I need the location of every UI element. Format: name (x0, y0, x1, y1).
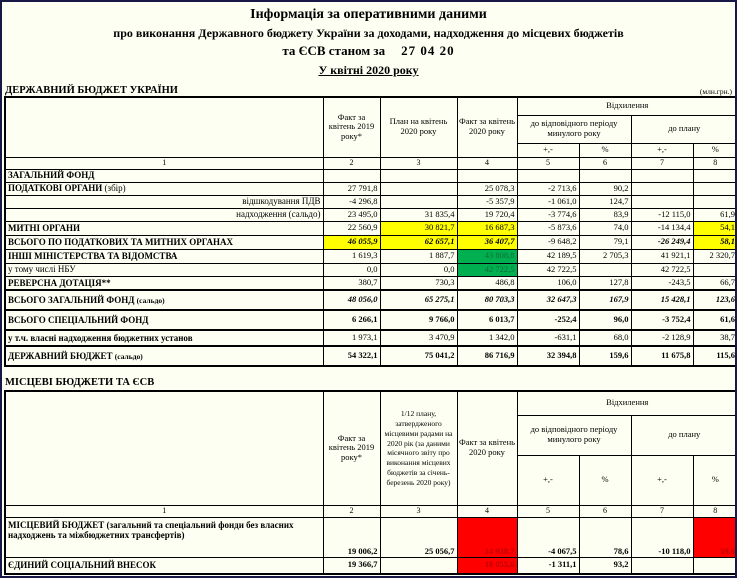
value-cell-highlight-yellow: 46 055,9 (323, 235, 380, 249)
table1-header-to-prev-period: до відповідного періоду минулого року (517, 115, 631, 143)
value-cell (631, 169, 693, 182)
value-cell-highlight-yellow: 16 687,3 (457, 221, 517, 235)
value-cell (693, 557, 737, 574)
col-number: 5 (517, 157, 579, 169)
row-total-general-fund (5, 290, 737, 310)
value-cell (631, 557, 693, 574)
value-cell (693, 169, 737, 182)
value-cell: 2 705,3 (579, 249, 631, 263)
value-cell (693, 195, 737, 208)
table2-header-plusminus-prev: +,- (517, 455, 579, 505)
value-cell: 48 056,0 (323, 290, 380, 310)
table1-header-percent-plan: % (693, 143, 737, 157)
row-label-main: ПОДАТКОВІ ОРГАНИ (8, 183, 103, 194)
row-label (5, 346, 323, 366)
value-cell: 42 722,5 (631, 263, 693, 276)
value-cell-highlight-yellow: 54,1 (693, 221, 737, 235)
value-cell: 1 887,7 (380, 249, 457, 263)
table1-header-plusminus-prev: +,- (517, 143, 579, 157)
value-cell-highlight-yellow: 58,1 (693, 235, 737, 249)
value-cell (693, 263, 737, 276)
value-cell: 124,7 (579, 195, 631, 208)
row-state-budget-total (5, 346, 737, 366)
value-cell: 25 078,3 (457, 182, 517, 195)
value-cell: 80 703,3 (457, 290, 517, 310)
value-cell-highlight-yellow: 62 657,1 (380, 235, 457, 249)
value-cell: 159,6 (579, 346, 631, 366)
col-number: 3 (380, 505, 457, 517)
table1-header-deviation: Відхилення (517, 97, 737, 115)
col-number: 2 (323, 505, 380, 517)
row-local-budget (5, 517, 737, 557)
value-cell: -631,1 (517, 330, 579, 346)
local-budgets-section-row (4, 372, 733, 390)
value-cell: 1 619,3 (323, 249, 380, 263)
value-cell: 19 006,2 (323, 517, 380, 557)
value-cell (631, 182, 693, 195)
value-cell: 68,0 (579, 330, 631, 346)
row-label: МИТНІ ОРГАНИ (5, 221, 323, 235)
value-cell: 93,2 (579, 557, 631, 574)
value-cell: 0,0 (323, 263, 380, 276)
row-label-suffix: (сальдо) (114, 351, 143, 361)
value-cell: -2 128,9 (631, 330, 693, 346)
col-number: 7 (631, 505, 693, 517)
value-cell: 1 973,1 (323, 330, 380, 346)
col-number: 7 (631, 157, 693, 169)
value-cell: 11 675,8 (631, 346, 693, 366)
row-label (5, 182, 323, 195)
row-including-nbu (5, 263, 737, 276)
row-label: ЗАГАЛЬНИЙ ФОНД (5, 169, 323, 182)
row-label-main: ДЕРЖАВНИЙ БЮДЖЕТ (8, 350, 113, 361)
row-label: ВСЬОГО ПО ПОДАТКОВИХ ТА МИТНИХ ОРГАНАХ (5, 235, 323, 249)
local-budgets-table (4, 390, 737, 575)
value-cell: -3 774,6 (517, 208, 579, 221)
value-cell: -252,4 (517, 310, 579, 330)
row-label (5, 290, 323, 310)
table1-header-percent-prev: % (579, 143, 631, 157)
row-vat-refund (5, 195, 737, 208)
value-cell: 65 275,1 (380, 290, 457, 310)
value-cell: 127,8 (579, 276, 631, 290)
value-cell-highlight-yellow: 36 407,7 (457, 235, 517, 249)
row-label: у тому числі НБУ (5, 263, 323, 276)
value-cell: 42 189,5 (517, 249, 579, 263)
row-label: ВСЬОГО СПЕЦІАЛЬНИЙ ФОНД (5, 310, 323, 330)
value-cell: 2 320,7 (693, 249, 737, 263)
row-label: у т.ч. власні надходження бюджетних установ (5, 330, 323, 346)
report-date: 27 04 20 (401, 43, 455, 58)
row-label: РЕВЕРСНА ДОТАЦІЯ** (5, 276, 323, 290)
value-cell: -9 648,2 (517, 235, 579, 249)
value-cell: 96,0 (579, 310, 631, 330)
col-number: 6 (579, 157, 631, 169)
section-state-budget-label: ДЕРЖАВНИЙ БЮДЖЕТ УКРАЇНИ (5, 85, 178, 96)
value-cell: 167,9 (579, 290, 631, 310)
table2-header-row-1 (5, 391, 737, 415)
value-cell: 106,0 (517, 276, 579, 290)
value-cell: 41 921,1 (631, 249, 693, 263)
row-label: МІСЦЕВИЙ БЮДЖЕТ (загальний та спеціальний фонди без власних надходжень та міжбюджетних трансфертів) (5, 517, 323, 557)
value-cell: 15 428,1 (631, 290, 693, 310)
table2-header-plusminus-plan: +,- (631, 455, 693, 505)
value-cell: 380,7 (323, 276, 380, 290)
row-reverse-subsidy (5, 276, 737, 290)
value-cell (323, 169, 380, 182)
table1-header-row-1 (5, 97, 737, 115)
state-budget-section-row (4, 85, 733, 96)
row-label: надходження (сальдо) (5, 208, 323, 221)
value-cell (380, 557, 457, 574)
table2-header-fact-2020: Факт за квітень 2020 року (457, 391, 517, 505)
col-number: 8 (693, 505, 737, 517)
value-cell: 19 366,7 (323, 557, 380, 574)
value-cell: -5 873,6 (517, 221, 579, 235)
report-title: Інформація за оперативними даними (250, 7, 487, 22)
value-cell (517, 169, 579, 182)
units-label: (млн.грн.) (699, 87, 732, 96)
state-budget-table (4, 96, 737, 367)
row-tax-authorities (5, 182, 737, 195)
row-own-receipts (5, 330, 737, 346)
col-number: 6 (579, 505, 631, 517)
col-number: 4 (457, 157, 517, 169)
value-cell: -14 134,4 (631, 221, 693, 235)
value-cell: 54 322,1 (323, 346, 380, 366)
value-cell: 61,9 (693, 208, 737, 221)
value-cell: 23 495,0 (323, 208, 380, 221)
table1-header-plan-2020: План на квітень 2020 року (380, 97, 457, 157)
row-label: ІНШІ МІНІСТЕРСТВА ТА ВІДОМСТВА (5, 249, 323, 263)
value-cell (457, 169, 517, 182)
value-cell: 32 394,8 (517, 346, 579, 366)
section-local-budgets-label: МІСЦЕВІ БЮДЖЕТИ ТА ЄСВ (5, 377, 155, 388)
value-cell: 9 766,0 (380, 310, 457, 330)
col-number: 1 (5, 505, 323, 517)
value-cell: 0,0 (380, 263, 457, 276)
table2-header-percent-prev: % (579, 455, 631, 505)
table1-column-numbers-row (5, 157, 737, 169)
table2-header-plan-2020: 1/12 плану, затвердженого місцевими радами на 2020 рік (за даними місячного звіту про виконання місцевих бюджетів за січень-березень 2020 року) (380, 391, 457, 505)
row-label-main: ВСЬОГО ЗАГАЛЬНИЙ ФОНД (8, 294, 135, 305)
value-cell (380, 169, 457, 182)
value-cell: -1 061,0 (517, 195, 579, 208)
report-date-line (4, 43, 733, 59)
table1-header-fact-2019: Факт за квітень 2019 року* (323, 97, 380, 157)
table1-header-to-plan: до плану (631, 115, 737, 143)
row-general-fund (5, 169, 737, 182)
value-cell: -10 118,0 (631, 517, 693, 557)
col-number: 2 (323, 157, 380, 169)
value-cell: 38,7 (693, 330, 737, 346)
value-cell: -5 357,9 (457, 195, 517, 208)
value-cell-highlight-red: 18 055,6 (457, 557, 517, 574)
value-cell: 32 647,3 (517, 290, 579, 310)
row-other-ministries (5, 249, 737, 263)
value-cell-highlight-yellow: 30 821,7 (380, 221, 457, 235)
value-cell: -2 713,6 (517, 182, 579, 195)
value-cell: 27 791,8 (323, 182, 380, 195)
table2-header-percent-plan: % (693, 455, 737, 505)
col-number: 1 (5, 157, 323, 169)
value-cell (579, 263, 631, 276)
table1-header-plusminus-plan: +,- (631, 143, 693, 157)
value-cell: 6 013,7 (457, 310, 517, 330)
value-cell: 730,3 (380, 276, 457, 290)
value-cell: 86 716,9 (457, 346, 517, 366)
value-cell: 1 342,0 (457, 330, 517, 346)
value-cell: 83,9 (579, 208, 631, 221)
row-label: відшкодування ПДВ (5, 195, 323, 208)
row-unified-social-contribution (5, 557, 737, 574)
col-number: 8 (693, 157, 737, 169)
value-cell-highlight-green: 43 808,8 (457, 249, 517, 263)
value-cell: 61,6 (693, 310, 737, 330)
row-customs-authorities (5, 221, 737, 235)
report-period: У квітні 2020 року (318, 63, 419, 77)
value-cell: 78,6 (579, 517, 631, 557)
value-cell (631, 195, 693, 208)
value-cell: 3 470,9 (380, 330, 457, 346)
date-line-text: та ЄСВ станом за (282, 43, 386, 58)
col-number: 4 (457, 505, 517, 517)
table2-header-to-plan: до плану (631, 415, 737, 455)
value-cell: 19 720,4 (457, 208, 517, 221)
table2-header-deviation: Відхилення (517, 391, 737, 415)
value-cell: 66,7 (693, 276, 737, 290)
row-label-suffix: (збір) (104, 183, 126, 194)
value-cell: 486,8 (457, 276, 517, 290)
value-cell-highlight-red: 14 938,7 (457, 517, 517, 557)
value-cell (693, 182, 737, 195)
value-cell: 79,1 (579, 235, 631, 249)
row-label-suffix: (сальдо) (136, 295, 165, 305)
table2-header-empty (5, 391, 323, 505)
value-cell: 75 041,2 (380, 346, 457, 366)
col-number: 5 (517, 505, 579, 517)
row-total-special-fund (5, 310, 737, 330)
value-cell: -243,5 (631, 276, 693, 290)
value-cell: 74,0 (579, 221, 631, 235)
value-cell: -3 752,4 (631, 310, 693, 330)
value-cell-highlight-red: 59,6 (693, 517, 737, 557)
value-cell: 31 835,4 (380, 208, 457, 221)
report-subtitle: про виконання Державного бюджету України за доходами, надходження до місцевих бюджетів (113, 26, 624, 40)
table1-header-fact-2020: Факт за квітень 2020 року (457, 97, 517, 157)
value-cell: -4 296,8 (323, 195, 380, 208)
value-cell: 6 266,1 (323, 310, 380, 330)
value-cell: -1 311,1 (517, 557, 579, 574)
row-receipts-balance (5, 208, 737, 221)
value-cell: 42 722,5 (517, 263, 579, 276)
value-cell (579, 169, 631, 182)
value-cell: -12 115,0 (631, 208, 693, 221)
value-cell: 90,2 (579, 182, 631, 195)
value-cell (380, 182, 457, 195)
row-total-tax-customs (5, 235, 737, 249)
value-cell (380, 195, 457, 208)
value-cell: 25 056,7 (380, 517, 457, 557)
table2-column-numbers-row (5, 505, 737, 517)
table2-header-fact-2019: Факт за квітень 2019 року* (323, 391, 380, 505)
col-number: 3 (380, 157, 457, 169)
table1-header-empty (5, 97, 323, 157)
value-cell: 123,6 (693, 290, 737, 310)
value-cell: -26 249,4 (631, 235, 693, 249)
table2-header-to-prev-period: до відповідного періоду минулого року (517, 415, 631, 455)
row-label: ЄДИНИЙ СОЦІАЛЬНИЙ ВНЕСОК (5, 557, 323, 574)
value-cell: 115,6 (693, 346, 737, 366)
value-cell: -4 067,5 (517, 517, 579, 557)
value-cell: 22 560,9 (323, 221, 380, 235)
value-cell-highlight-green: 42 722,5 (457, 263, 517, 276)
